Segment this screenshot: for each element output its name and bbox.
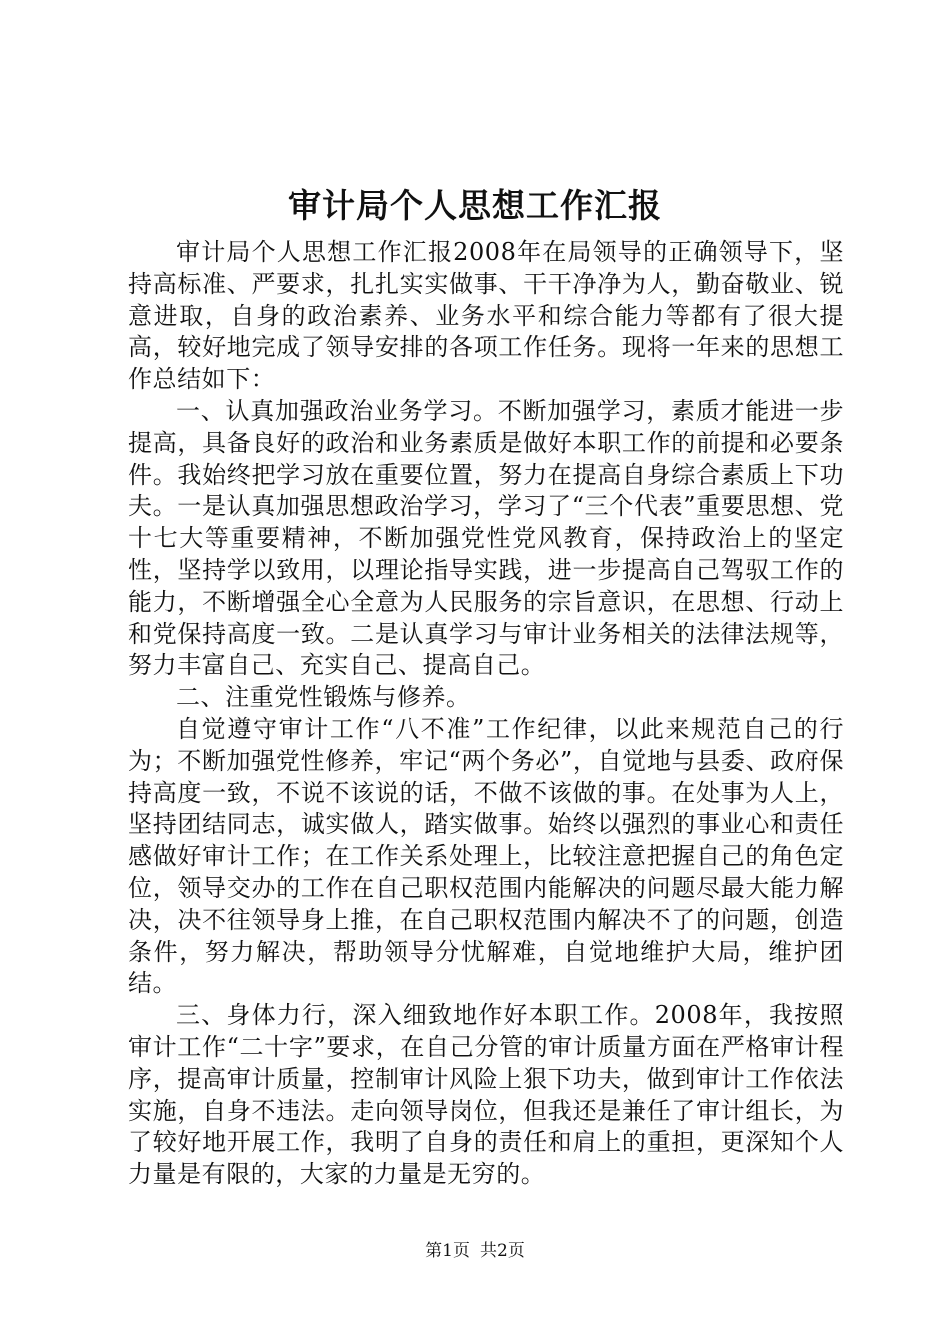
- paragraph-section-three: 三、身体力行，深入细致地作好本职工作。2008年，我按照审计工作“二十字”要求，在自己分管的审计质量方面在严格审计程序，提高审计质量，控制审计风险上狠下功夫，做到审计工作依法实施，自身不违法。走向领导岗位，但我还是兼任了审计组长，为了较好地开展工作，我明了自身的责任和肩上的重担，更深知个人力量是有限的，大家的力量是无穷的。: [128, 1001, 844, 1189]
- paragraph-section-two: 自觉遵守审计工作“八不准”工作纪律，以此来规范自己的行为；不断加强党性修养，牢记“两个务必”，自觉地与县委、政府保持高度一致，不说不该说的话，不做不该做的事。在处事为人上，坚持团结同志，诚实做人，踏实做事。始终以强烈的事业心和责任感做好审计工作；在工作关系处理上，比较注意把握自己的角色定位，领导交办的工作在自己职权范围内能解决的问题尽最大能力解决，决不往领导身上推，在自己职权范围内解决不了的问题，创造条件，努力解决，帮助领导分忧解难，自觉地维护大局，维护团结。: [128, 714, 844, 998]
- paragraph-section-one: 一、认真加强政治业务学习。不断加强学习，素质才能进一步提高，具备良好的政治和业务素质是做好本职工作的前提和必要条件。我始终把学习放在重要位置，努力在提高自身综合素质上下功夫。一是认真加强思想政治学习，学习了“三个代表”重要思想、党十七大等重要精神，不断加强党性党风教育，保持政治上的坚定性，坚持学以致用，以理论指导实践，进一步提高自己驾驭工作的能力，不断增强全心全意为人民服务的宗旨意识，在思想、行动上和党保持高度一致。二是认真学习与审计业务相关的法律法规等，努力丰富自己、充实自己、提高自己。: [128, 396, 844, 680]
- document-body: [128, 237, 844, 1191]
- page-footer: [0, 1240, 950, 1262]
- paragraph-section-two-heading: 二、注重党性锻炼与修养。: [176, 683, 471, 712]
- page-total: 共2页: [480, 1241, 525, 1261]
- document-title: 审计局个人思想工作汇报: [288, 186, 662, 225]
- page-number: 第1页: [425, 1241, 470, 1261]
- paragraph-intro: 审计局个人思想工作汇报2008年在局领导的正确领导下，坚持高标准、严要求，扎扎实实做事、干干净净为人，勤奋敬业、锐意进取，自身的政治素养、业务水平和综合能力等都有了很大提高，较好地完成了领导安排的各项工作任务。现将一年来的思想工作总结如下：: [128, 238, 844, 394]
